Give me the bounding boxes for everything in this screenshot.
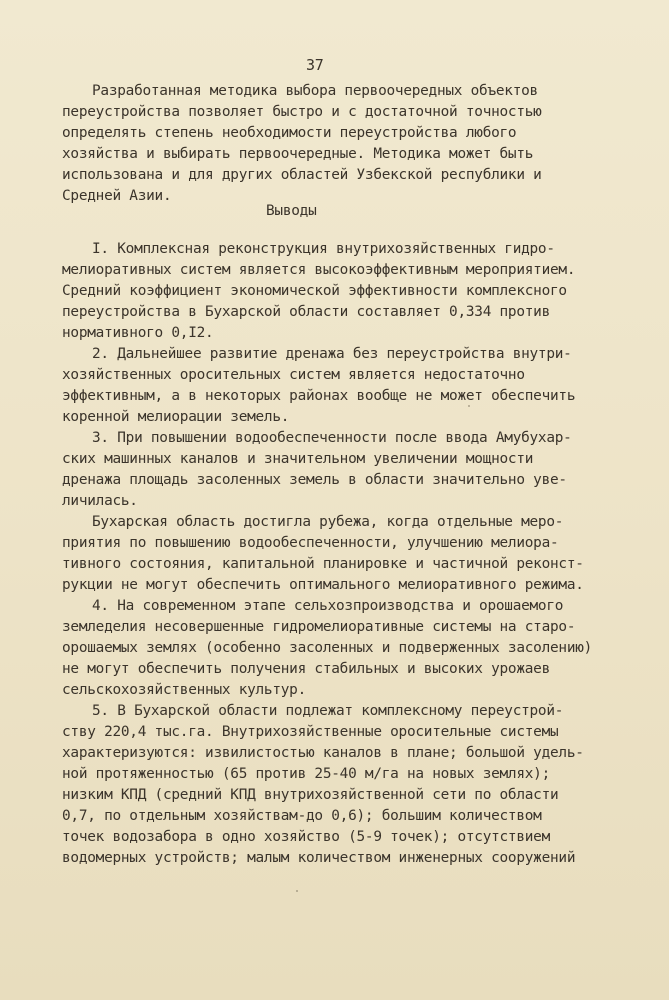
body-line: нормативного 0,I2. [62, 325, 214, 341]
body-line: 5. В Бухарской области подлежат комплексному переустрой- [92, 703, 564, 719]
body-line: 3. При повышении водообеспеченности после ввода Амубухар- [92, 430, 572, 446]
body-line: земледелия несовершенные гидромелиоративные системы на старо- [62, 619, 576, 635]
body-line: низким КПД (средний КПД внутрихозяйственной сети по области [62, 787, 559, 803]
body-line: орошаемых землях (особенно засоленных и подверженных засолению) [62, 640, 593, 656]
intro-line: переустройства позволяет быстро и с достаточной точностью [62, 104, 542, 120]
body-line: 0,7, по отдельным хозяйствам-до 0,6); большим количеством [62, 808, 542, 824]
body-line: мелиоративных систем является высокоэффективным мероприятием. [62, 262, 576, 278]
body-line: ству 220,4 тыс.га. Внутрихозяйственные оросительные системы [62, 724, 559, 740]
body-line: переустройства в Бухарской области составляет 0,334 против [62, 304, 551, 320]
body-line: эффективным, а в некоторых районах вообще не может обеспечить [62, 388, 576, 404]
body-line: хозяйственных оросительных систем является недостаточно [62, 367, 525, 383]
paper-speck [296, 890, 298, 892]
body-line: личилась. [62, 493, 138, 509]
intro-line: хозяйства и выбирать первоочередные. Методика может быть [62, 146, 534, 162]
body-line: ских машинных каналов и значительном увеличении мощности [62, 451, 534, 467]
body-line: I. Комплексная реконструкция внутрихозяйственных гидро- [92, 241, 555, 257]
body-line: тивного состояния, капитальной планировке и частичной реконст- [62, 556, 584, 572]
body-line: сельскохозяйственных культур. [62, 682, 307, 698]
body-line: рукции не могут обеспечить оптимального мелиоративного режима. [62, 577, 584, 593]
body-line: Средний коэффициент экономической эффективности комплексного [62, 283, 567, 299]
body-line: дренажа площадь засоленных земель в области значительно уве- [62, 472, 567, 488]
paper-speck [468, 405, 470, 407]
body-line: ной протяженностью (65 против 25-40 м/га на новых землях); [62, 766, 551, 782]
intro-line: Средней Азии. [62, 188, 172, 204]
body-line: 4. На современном этапе сельхозпроизводства и орошаемого [92, 598, 564, 614]
intro-line: Разработанная методика выбора первоочередных объектов [92, 83, 538, 99]
body-line: точек водозабора в одно хозяйство (5-9 точек); отсутствием [62, 829, 551, 845]
body-line: не могут обеспечить получения стабильных и высоких урожаев [62, 661, 551, 677]
intro-line: использована и для других областей Узбекской республики и [62, 167, 542, 183]
body-line: коренной мелиорации земель. [62, 409, 290, 425]
body-line: приятия по повышению водообеспеченности, улучшению мелиора- [62, 535, 559, 551]
body-line: 2. Дальнейшее развитие дренажа без переустройства внутри- [92, 346, 572, 362]
section-heading: Выводы [266, 203, 317, 219]
intro-line: определять степень необходимости переустройства любого [62, 125, 517, 141]
body-line: характеризуются: извилистостью каналов в плане; большой удель- [62, 745, 584, 761]
body-line: водомерных устройств; малым количеством инженерных сооружений [62, 850, 576, 866]
body-line: Бухарская область достигла рубежа, когда отдельные меро- [92, 514, 564, 530]
page-number: 37 [306, 56, 324, 74]
